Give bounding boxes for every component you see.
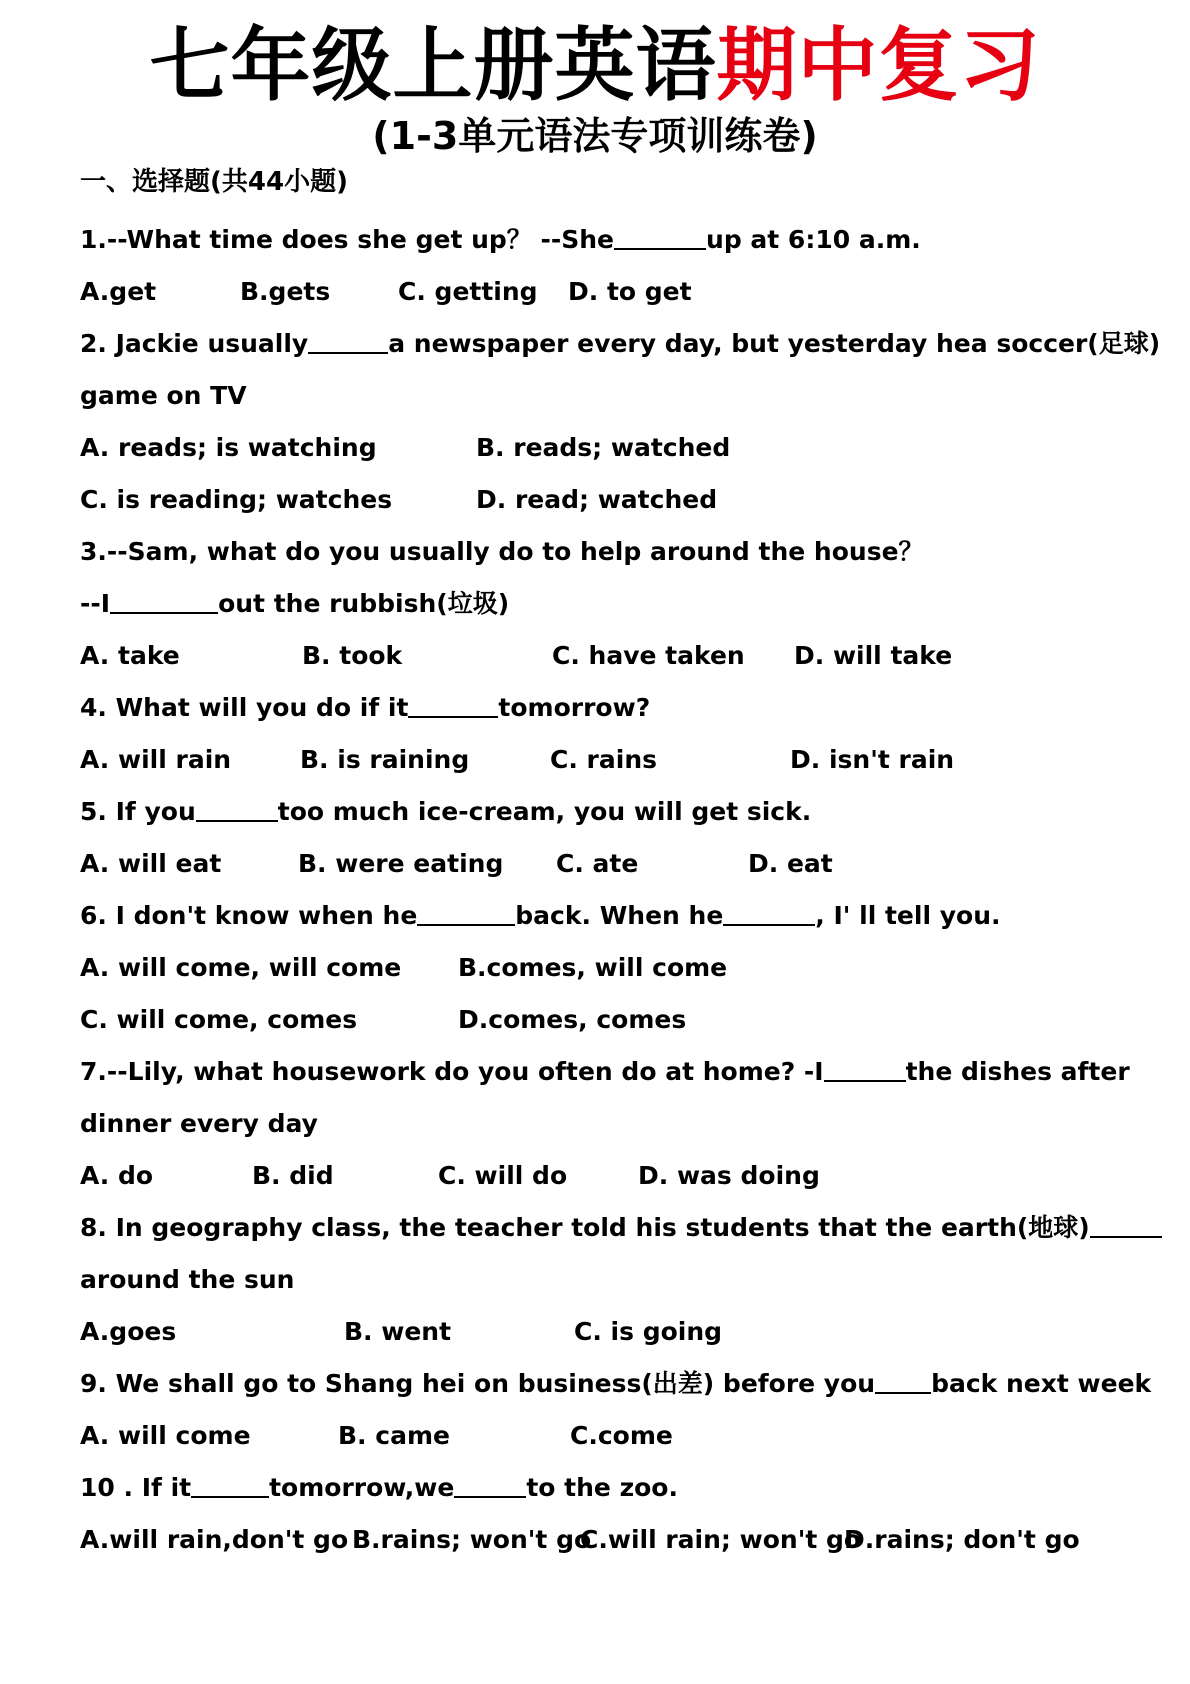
answer-blank [1090, 1210, 1162, 1238]
option-c: C. will come, comes [80, 1005, 358, 1034]
option-a: A. do [80, 1161, 154, 1190]
q6-text-end: , I' ll tell you. [815, 901, 1001, 930]
option-b: B. is raining [300, 745, 470, 774]
q4-text-end: tomorrow? [498, 693, 651, 722]
option-d: D. will take [794, 641, 953, 670]
question-6 [80, 890, 1120, 942]
option-a: A. will eat [80, 849, 222, 878]
q1-options [80, 266, 1120, 318]
option-c: C.come [570, 1421, 673, 1450]
option-b: B.comes, will come [458, 953, 728, 982]
q6-options-row2 [80, 994, 1120, 1046]
answer-blank [454, 1470, 526, 1498]
q8-options [80, 1306, 1120, 1358]
question-8-continued: around the sun [80, 1265, 295, 1294]
option-a: A. will come [80, 1421, 251, 1450]
q4-text: 4. What will you do if it [80, 693, 409, 722]
option-a: A. will rain [80, 745, 232, 774]
option-c: C.will rain; won't go [580, 1525, 862, 1554]
q10-text-end: to the zoo. [526, 1473, 678, 1502]
q3-text: --I [80, 589, 111, 618]
q7-text-end: the dishes after [905, 1057, 1130, 1086]
option-b: B.gets [240, 277, 331, 306]
option-a: A. will come, will come [80, 953, 402, 982]
option-c: C. will do [438, 1161, 568, 1190]
option-a: A.get [80, 277, 157, 306]
option-b: B. came [338, 1421, 450, 1450]
option-d: D. eat [748, 849, 833, 878]
section-heading: 一、选择题(共44小题) [80, 167, 348, 197]
q2-text: 2. Jackie usually [80, 329, 309, 358]
answer-blank [875, 1366, 931, 1394]
question-7-continued: dinner every day [80, 1109, 318, 1138]
option-a: A.goes [80, 1317, 177, 1346]
option-a: A.will rain,don't go [80, 1525, 349, 1554]
question-2 [80, 318, 1161, 370]
q2-options-row2 [80, 474, 1120, 526]
q10-options [80, 1514, 1120, 1566]
question-1 [80, 214, 1120, 266]
answer-blank [824, 1054, 906, 1082]
question-4 [80, 682, 1120, 734]
option-c: C. ate [556, 849, 639, 878]
q9-text-end: back next week [931, 1369, 1152, 1398]
question-8 [80, 1202, 1120, 1254]
option-a: A. take [80, 641, 180, 670]
q10-text-mid: tomorrow,we [269, 1473, 455, 1502]
q9-text: 9. We shall go to Shang hei on business(出差) before you [80, 1369, 876, 1398]
q3-options [80, 630, 1120, 682]
q1-text: 1.--What time does she get up？ --She [80, 225, 615, 254]
option-c: C. getting [398, 277, 538, 306]
q5-text: 5. If you [80, 797, 196, 826]
option-c: C. is reading; watches [80, 485, 393, 514]
q6-text-mid: back. When he [515, 901, 724, 930]
option-a: A. reads; is watching [80, 433, 377, 462]
q7-text: 7.--Lily, what housework do you often do at home? -I [80, 1057, 824, 1086]
answer-blank [110, 586, 218, 614]
q2-text-end: a newspaper every day, but yesterday hea soccer(足球) [388, 329, 1161, 358]
question-2-continued: game on TV [80, 381, 247, 410]
q1-text-end: up at 6:10 a.m. [706, 225, 921, 254]
option-d: D.comes, comes [458, 1005, 687, 1034]
option-c: C. have taken [552, 641, 745, 670]
answer-blank [417, 898, 515, 926]
option-d: D.rains; don't go [844, 1525, 1080, 1554]
question-10 [80, 1462, 1120, 1514]
q5-text-end: too much ice-cream, you will get sick. [277, 797, 812, 826]
q5-options [80, 838, 1120, 890]
page-title [0, 20, 1190, 112]
option-d: D. to get [568, 277, 692, 306]
answer-blank [614, 222, 706, 250]
q7-options [80, 1150, 1120, 1202]
answer-blank [308, 326, 388, 354]
option-b: B. took [302, 641, 403, 670]
question-3-answer-line [80, 578, 1120, 630]
answer-blank [191, 1470, 269, 1498]
q9-options [80, 1410, 1120, 1462]
question-9 [80, 1358, 1152, 1410]
q3-text-end: out the rubbish(垃圾) [218, 589, 510, 618]
answer-blank [723, 898, 815, 926]
q6-options-row1 [80, 942, 1120, 994]
question-list [80, 214, 1161, 1566]
option-b: B.rains; won't go [352, 1525, 592, 1554]
option-d: D. isn't rain [790, 745, 955, 774]
option-b: B. did [252, 1161, 334, 1190]
option-c: C. is going [574, 1317, 723, 1346]
q10-text: 10 . If it [80, 1473, 192, 1502]
q2-options-row1 [80, 422, 1120, 474]
option-b: B. reads; watched [476, 433, 731, 462]
q8-text: 8. In geography class, the teacher told his students that the earth(地球) [80, 1213, 1090, 1242]
title-red: 期中复习 [716, 19, 1041, 112]
title-black: 七年级上册英语 [149, 19, 717, 112]
q4-options [80, 734, 1120, 786]
option-b: B. were eating [298, 849, 504, 878]
question-5 [80, 786, 1120, 838]
answer-blank [408, 690, 498, 718]
answer-blank [196, 794, 278, 822]
page-subtitle: (1-3单元语法专项训练卷) [372, 114, 818, 158]
option-d: D. read; watched [476, 485, 718, 514]
option-b: B. went [344, 1317, 452, 1346]
option-d: D. was doing [638, 1161, 820, 1190]
option-c: C. rains [550, 745, 657, 774]
q6-text: 6. I don't know when he [80, 901, 418, 930]
question-3: 3.--Sam, what do you usually do to help around the house？ [80, 537, 924, 566]
question-7 [80, 1046, 1130, 1098]
